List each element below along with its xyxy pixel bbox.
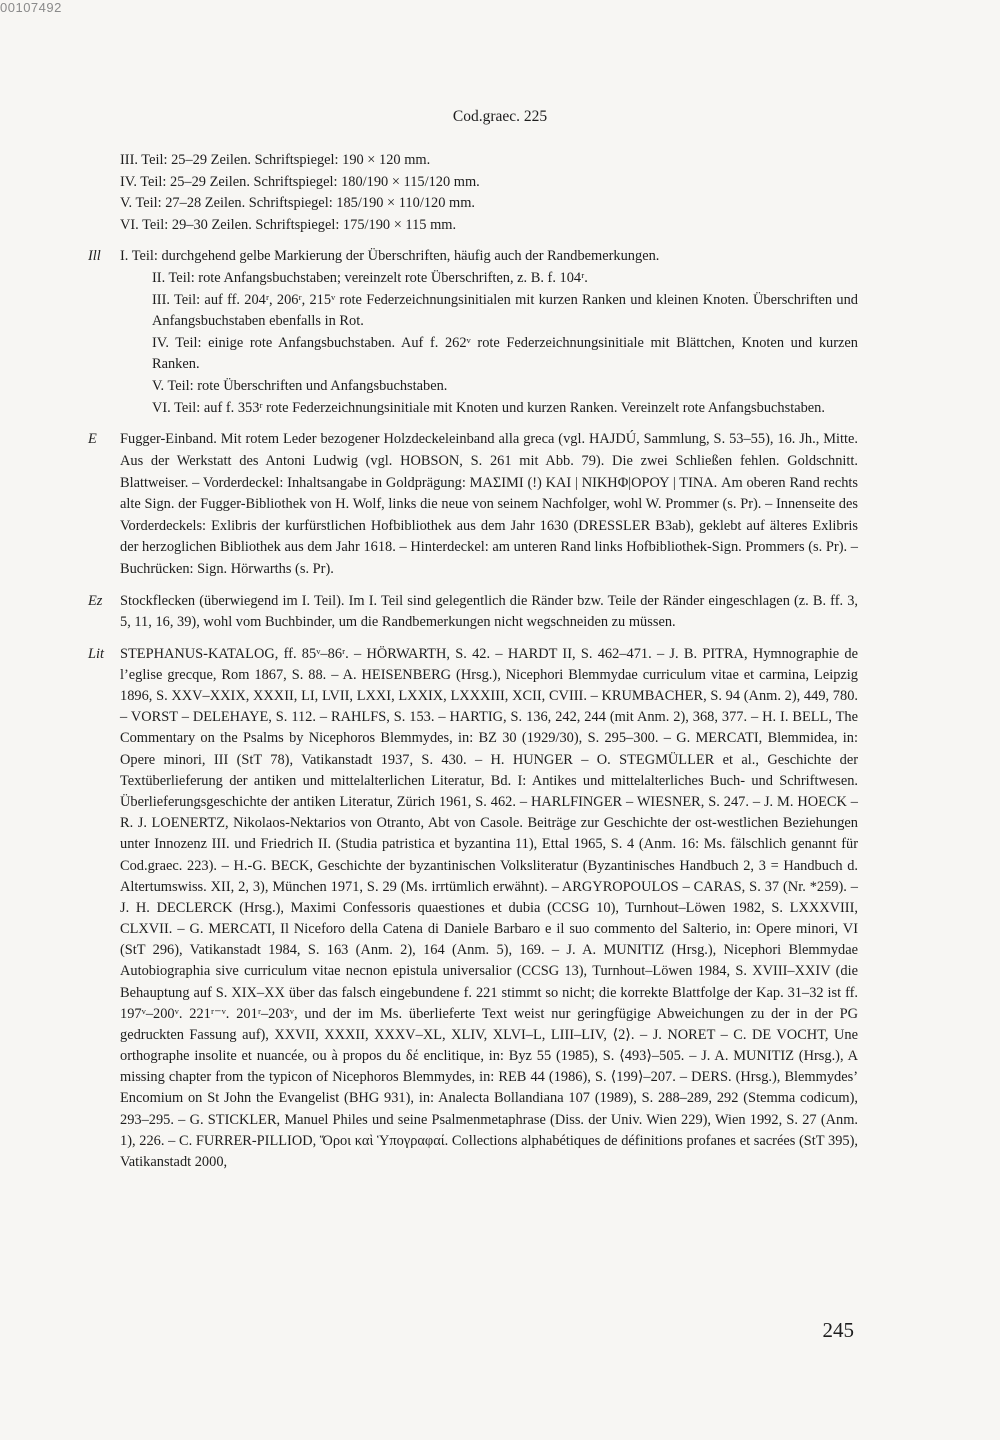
ill-paragraph: I. Teil: durchgehend gelbe Markierung der Überschriften, häufig auch der Randbemerkungen. <box>120 248 660 265</box>
schriftspiegel-line: IV. Teil: 25–29 Zeilen. Schriftspiegel: 180/190 × 115/120 mm. <box>120 173 480 190</box>
erhaltung-text: Stockflecken (überwiegend im I. Teil). Im I. Teil sind gelegentlich die Ränder bzw. Teile der Ränder eingeschlagen (z. B. ff. 3, 5, 11, 16, 39), wohl vom Buchbinder, um die Randbemerkungen nicht wegschneiden zu müssen. <box>120 592 858 631</box>
schriftspiegel-line: VI. Teil: 29–30 Zeilen. Schriftspiegel: 175/190 × 115 mm. <box>120 216 457 233</box>
section-tag-ill: Ill <box>88 248 101 265</box>
schriftspiegel-section <box>88 150 858 236</box>
running-head: Cod.graec. 225 <box>452 108 548 125</box>
page-number: 245 <box>822 1318 854 1342</box>
archive-stamp: 00107492 <box>0 0 62 15</box>
literatur-text: STEPHANUS-KATALOG, ff. 85ᵛ–86ʳ. – HÖRWARTH, S. 42. – HARDT II, S. 462–471. – J. B. PITRA, Hymnographie de l’eglise grecque, Rom 1867, S. 88. – A. HEISENBERG (Hrsg.), Nicephori Blemmydae curriculum vitae et carmina, Leipzig 1896, S. XXV–XXIX, XXXII, LI, LVII, LXXI, LXXIX, LXXXIII, XCII, CVIII. – KRUMBACHER, S. 94 (Anm. 2), 449, 780. – VORST – DELEHAYE, S. 112. – RAHLFS, S. 153. – HARTIG, S. 136, 242, 244 (mit Anm. 2), 368, 377. – H. I. BELL, The Commentary on the Psalms by Nicephoros Blemmydes, in: BZ 30 (1929/30), S. 295–300. – G. MERCATI, Blemmidea, in: Opere minori, III (StT 78), Vatikanstadt 1937, S. 430. – H. HUNGER – O. STEGMÜLLER et al., Geschichte der Textüberlieferung der antiken und mittelalterlichen Literatur, Bd. I: Antikes und mittelalterliches Buch- und Schriftwesen. Überlieferungsgeschichte der antiken Literatur, Zürich 1961, S. 462. – HARLFINGER – WIESNER, S. 247. – J. M. HOECK – R. J. LOENERTZ, Nikolaos-Nektarios von Otranto, Abt von Casole. Beiträge zur Geschichte der ost-westlichen Beziehungen unter Innozenz III. und Friedrich II. (Studia patristica et byzantina 11), Ettal 1965, S. 4 (Anm. 16: Ms. fälschlich genannt für Cod.graec. 223). – H.-G. BECK, Geschichte der byzantinischen Volksliteratur (Byzantinisches Handbuch 2, 3 = Handbuch d. Altertumswiss. XII, 2, 3), München 1971, S. 29 (Ms. irrtümlich erwähnt). – ARGYROPOULOS – CARAS, S. 37 (Nr. *259). – J. H. DECLERCK (Hrsg.), Maximi Confessoris quaestiones et dubia (CCSG 10), Turnhout–Löwen 1982, S. LXXXVIII, CLXVII. – G. MERCATI, Il Niceforo della Catena di Daniele Barbaro e il suo commento del Salterio, in: Opere minori, VI (StT 296), Vatikanstadt 1984, S. 163 (Anm. 2), 164 (Anm. 5), 169. – J. A. MUNITIZ (Hrsg.), Nicephori Blemmydae Autobiographia sive curriculum vitae necnon epistula universalior (CCSG 13), Turnhout–Löwen 1984, S. XVIII–XXIV (die Behauptung auf S. XIX–XX über das falsch eingebundene f. 221 stimmt so nicht; die korrekte Blattfolge der Kap. 31–32 ist ff. 197ᵛ–200ᵛ. 221ʳ⁻ᵛ. 201ʳ–203ᵛ, und der im Ms. überlieferte Text weist nur geringfügige Abweichungen zu der in der PG gedruckten Fassung auf), XXVII, XXXII, XXXV–XL, XLIV, XLVI–L, LIII–LIV, ⟨2⟩. – J. NORET – C. DE VOCHT, Une orthographe insolite et nuancée, ou à propos du δέ enclitique, in: Byz 55 (1985), S. ⟨493⟩–505. – J. A. MUNITIZ (Hrsg.), A missing chapter from the typicon of Nicephoros Blemmydes, in: REB 44 (1986), S. ⟨199⟩–207. – DERS. (Hrsg.), Blemmydes’ Encomium on St John the Evangelist (BHG 931), in: Analecta Bollandiana 107 (1989), S. 288–289, 292 (Stemma codicum), 293–295. – G. STICKLER, Manuel Philes und seine Psalmenmetaphrase (Diss. der Univ. Wien 229), Wien 1992, S. 27 (Anm. 1), 226. – C. FURRER-PILLIOD, Ὅροι καὶ Ὑπογραφαί. Collections alphabétiques de définitions profanes et sacrées (StT 395), Vatikanstadt 2000, <box>120 645 858 1170</box>
ill-paragraph: II. Teil: rote Anfangsbuchstaben; vereinzelt rote Überschriften, z. B. f. 104ʳ. <box>152 270 588 287</box>
illumination-section <box>88 246 858 419</box>
section-tag-ez: Ez <box>88 592 103 609</box>
schriftspiegel-line: V. Teil: 27–28 Zeilen. Schriftspiegel: 185/190 × 110/120 mm. <box>120 195 475 212</box>
ill-paragraph: VI. Teil: auf f. 353ʳ rote Federzeichnungsinitiale mit Knoten und kurzen Ranken. Vereinzelt rote Anfangsbuchstaben. <box>152 399 825 416</box>
section-tag-e: E <box>88 431 97 448</box>
ill-paragraph: IV. Teil: einige rote Anfangsbuchstaben. Auf f. 262ᵛ rote Federzeichnungsinitiale mit Blättchen, Knoten und kurzen Ranken. <box>152 334 858 373</box>
erhaltung-section <box>88 591 858 634</box>
literatur-section <box>88 644 858 1173</box>
page-content <box>88 150 858 1183</box>
section-tag-lit: Lit <box>88 645 104 662</box>
schriftspiegel-line: III. Teil: 25–29 Zeilen. Schriftspiegel: 190 × 120 mm. <box>120 152 431 168</box>
ill-paragraph: III. Teil: auf ff. 204ʳ, 206ʳ, 215ᵛ rote Federzeichnungsinitialen mit kurzen Ranken und kleinen Knoten. Überschriften und Anfangsbuchstaben ebenfalls in Rot. <box>152 291 858 330</box>
einband-section <box>88 429 858 580</box>
ill-paragraph: V. Teil: rote Überschriften und Anfangsbuchstaben. <box>152 378 448 395</box>
einband-text: Fugger-Einband. Mit rotem Leder bezogener Holzdeckeleinband alla greca (vgl. HAJDÚ, Sammlung, S. 53–55), 16. Jh., Mitte. Aus der Werkstatt des Antoni Ludwig (vgl. HOBSON, S. 261 mit Abb. 79). Die zwei Schließen fehlen. Goldschnitt. Blattweiser. – Vorderdeckel: Inhaltsangabe in Goldprägung: ΜΑΣΙΜΙ (!) ΚΑΙ | ΝΙΚΗΦ|ΟΡΟΥ | ΤΙΝΑ. Am oberen Rand rechts alte Sign. der Fugger-Bibliothek von H. Wolf, links die neue von seinem Nachfolger, wohl W. Prommer (s. Pr). – Innenseite des Vorderdeckels: Exlibris der kurfürstlichen Hofbibliothek aus dem Jahr 1630 (DRESSLER B3ab), geklebt auf älteres Exlibris der herzoglichen Bibliothek aus dem Jahr 1618. – Hinterdeckel: am unteren Rand links Hofbibliothek-Sign. Prommers (s. Pr). – Buchrücken: Sign. Hörwarths (s. Pr). <box>120 431 858 577</box>
